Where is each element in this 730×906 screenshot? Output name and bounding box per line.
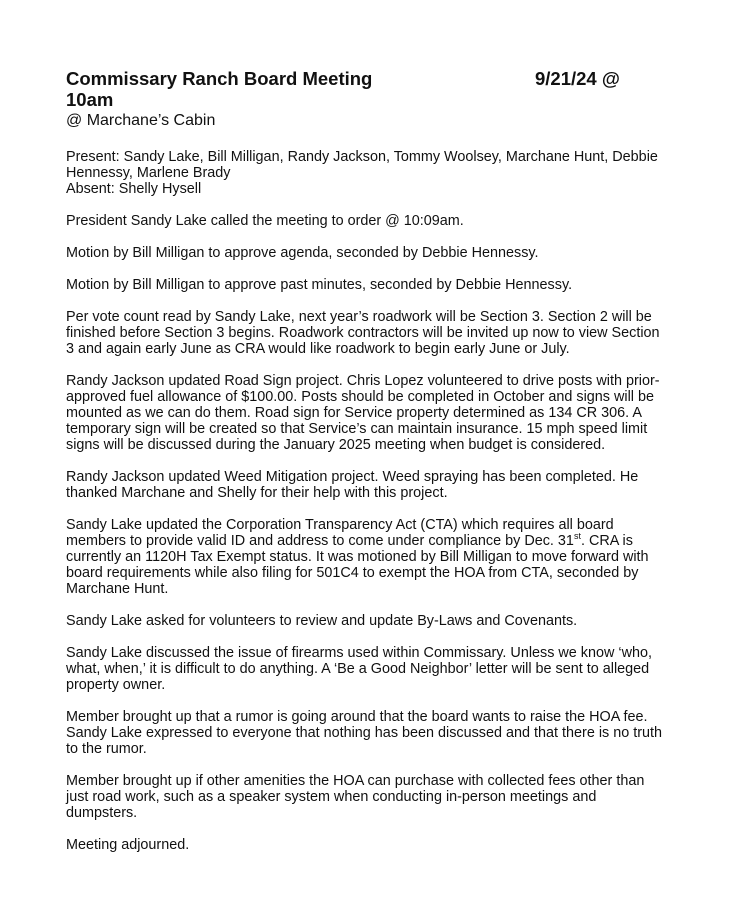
cta-ordinal-suffix: st: [573, 531, 581, 542]
document-title: Commissary Ranch Board Meeting: [66, 68, 373, 89]
meeting-time: 10am: [66, 89, 114, 110]
cta-paragraph: [66, 517, 666, 597]
cta-text-part2: . CRA is currently an 1120H Tax Exempt status. It was motioned by Bill Milligan to move forward with board requirements while also filing for 501C4 to exempt the HOA from CTA, seconded by Marchane Hunt.: [66, 533, 649, 597]
motion-agenda-paragraph: Motion by Bill Milligan to approve agenda, seconded by Debbie Hennessy.: [66, 245, 539, 261]
cta-text-part1: Sandy Lake updated the Corporation Transparency Act (CTA) which requires all board members to provide valid ID and address to come under compliance by Dec. 31: [66, 517, 614, 549]
roadwork-paragraph: Per vote count read by Sandy Lake, next year’s roadwork will be Section 3. Section 2 will be finished before Section 3 begins. Roadwork contractors will be invited up now to view Section 3 and again early June as CRA would like roadwork to begin early June or July.: [66, 309, 660, 357]
bylaws-paragraph: Sandy Lake asked for volunteers to review and update By-Laws and Covenants.: [66, 613, 578, 629]
hoa-fee-paragraph: Member brought up that a rumor is going around that the board wants to raise the HOA fee. Sandy Lake expressed to everyone that nothing has been discussed and that there is no truth to the rumor.: [66, 709, 663, 757]
present-list: Present: Sandy Lake, Bill Milligan, Randy Jackson, Tommy Woolsey, Marchane Hunt, Debbie Hennessy, Marlene Brady: [66, 149, 658, 181]
meeting-date: 9/21/24 @: [535, 68, 620, 89]
call-to-order-paragraph: President Sandy Lake called the meeting to order @ 10:09am.: [66, 213, 464, 229]
amenities-paragraph: Member brought up if other amenities the HOA can purchase with collected fees other than just road work, such as a speaker system when conducting in-person meetings and dumpsters.: [66, 773, 645, 821]
title-row: [66, 68, 666, 89]
road-sign-paragraph: Randy Jackson updated Road Sign project. Chris Lopez volunteered to drive posts with prior-approved fuel allowance of $100.00. Posts should be completed in October and signs will be mounted as we can do them. Road sign for Service property determined as 134 CR 306. A temporary sign will be created so that Service’s can maintain insurance. 15 mph speed limit signs will be discussed during the January 2025 meeting when budget is considered.: [66, 373, 660, 453]
motion-minutes-paragraph: Motion by Bill Milligan to approve past minutes, seconded by Debbie Hennessy.: [66, 277, 573, 293]
absent-list: Absent: Shelly Hysell: [66, 181, 202, 197]
meeting-location: @ Marchane’s Cabin: [66, 112, 216, 129]
adjourned-paragraph: Meeting adjourned.: [66, 837, 190, 853]
firearms-paragraph: Sandy Lake discussed the issue of firearms used within Commissary. Unless we know ‘who, what, when,’ it is difficult to do anything. A ‘Be a Good Neighbor’ letter will be sent to alleged property owner.: [66, 645, 652, 693]
weed-mitigation-paragraph: Randy Jackson updated Weed Mitigation project. Weed spraying has been completed. He thanked Marchane and Shelly for their help with this project.: [66, 469, 639, 501]
minutes-body: [66, 68, 666, 853]
